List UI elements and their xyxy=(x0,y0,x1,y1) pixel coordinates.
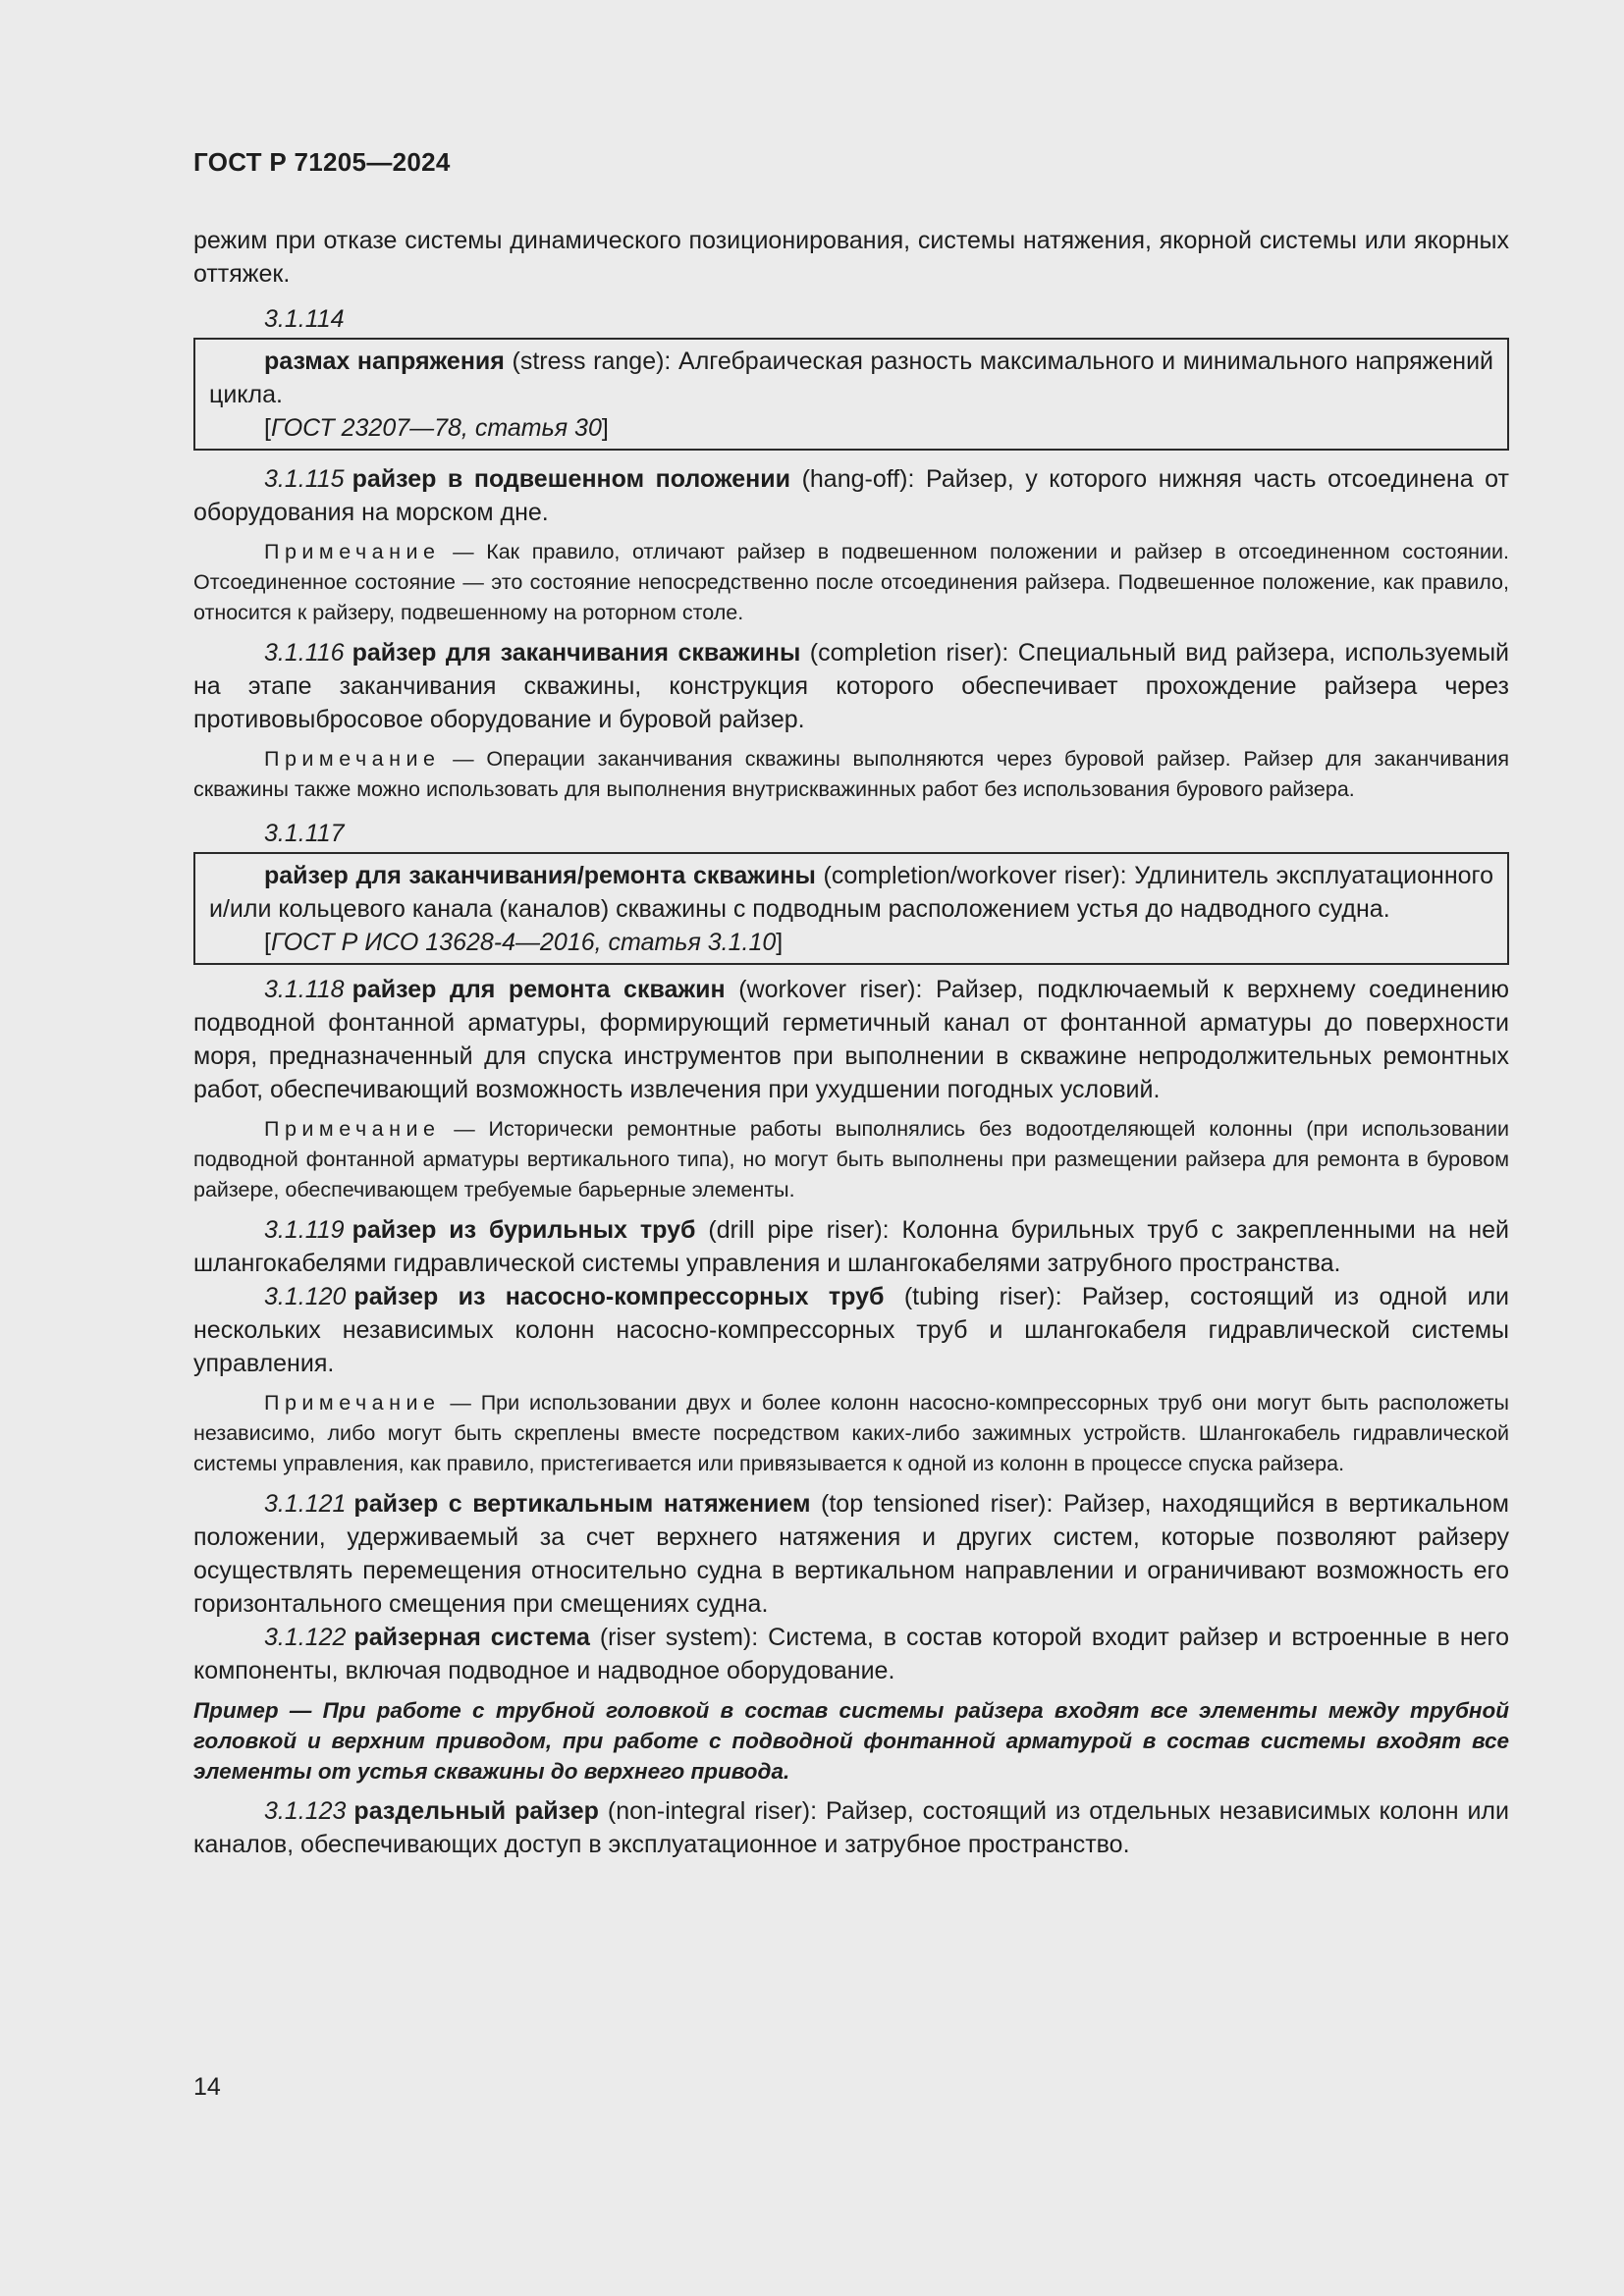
continuation-paragraph: режим при отказе системы динамического позиционирования, системы натяжения, якорной системы или якорных оттяжек. xyxy=(193,227,1509,288)
entry-number-114: 3.1.114 xyxy=(264,305,345,333)
quoted-definition-box-117 xyxy=(193,852,1509,965)
note-118: Примечание — Исторически ремонтные работы выполнялись без водоотделяющей колонны (при использовании подводной фонтанной арматуры вертикального типа), но могут быть выполнены при размещении райзера для ремонта в буровом райзере, обеспечивающем требуемые барьерные элементы. xyxy=(193,1117,1509,1201)
definition-121: 3.1.121 райзер с вертикальным натяжением (top tensioned riser): Райзер, находящийся в вертикальном положении, удерживаемый за счет верхнего натяжения и других систем, которые позволяют райзеру осуществлять перемещения относительно судна в вертикальном направлении и ограничивают возможность его горизонтального смещения при смещениях судна. xyxy=(193,1490,1509,1618)
term-118: райзер для ремонта скважин xyxy=(352,976,726,1003)
term-122: райзерная система xyxy=(353,1624,590,1651)
quoted-definition-box-114 xyxy=(193,338,1509,451)
source-reference-117: [ГОСТ Р ИСО 13628-4—2016, статья 3.1.10] xyxy=(264,929,784,956)
document-header: ГОСТ Р 71205—2024 xyxy=(193,147,451,177)
term-116: райзер для заканчивания скважины xyxy=(352,639,801,667)
term-119: райзер из бурильных труб xyxy=(352,1216,696,1244)
note-116: Примечание — Операции заканчивания скважины выполняются через буровой райзер. Райзер для заканчивания скважины также можно использовать для выполнения внутрискважинных работ без использования бурового райзера. xyxy=(193,747,1509,801)
source-reference-114: [ГОСТ 23207—78, статья 30] xyxy=(264,414,609,442)
page-number: 14 xyxy=(193,2073,221,2101)
example-122: Пример — При работе с трубной головкой в состав системы райзера входят все элементы между трубной головкой и верхним приводом, при работе с подводной фонтанной арматурой в состав системы входят все элементы от устья скважины до верхнего привода. xyxy=(193,1698,1509,1784)
term-120: райзер из насосно-компрессорных труб xyxy=(353,1283,885,1310)
note-120: Примечание — При использовании двух и более колонн насосно-компрессорных труб они могут быть расположеты независимо, либо могут быть скреплены вместе посредством каких-либо зажимных устройств. Шлангокабель гидравлической системы управления, как правило, пристегивается или привязывается к одной из колонн в процессе спуска райзера. xyxy=(193,1391,1509,1475)
term-123: раздельный райзер xyxy=(353,1797,599,1825)
definition-118: 3.1.118 райзер для ремонта скважин (workover riser): Райзер, подключаемый к верхнему соединению подводной фонтанной арматуры, формирующий герметичный канал от фонтанной арматуры до поверхности моря, предназначенный для спуска инструментов при выполнении в скважине непродолжительных ремонтных работ, обеспечивающий возможность извлечения при ухудшении погодных условий. xyxy=(193,976,1509,1103)
term-117: райзер для заканчивания/ремонта скважины xyxy=(264,862,816,889)
term-114: размах напряжения xyxy=(264,347,505,375)
definition-122: 3.1.122 райзерная система (riser system): Система, в состав которой входит райзер и встроенные в него компоненты, включая подводное и надводное оборудование. xyxy=(193,1624,1509,1684)
entry-number-117: 3.1.117 xyxy=(264,820,345,847)
definition-117: райзер для заканчивания/ремонта скважины (completion/workover riser): Удлинитель эксплуатационного и/или кольцевого канала (каналов) скважины с подводным расположением устья до надводного судна. xyxy=(209,862,1494,923)
definition-120: 3.1.120 райзер из насосно-компрессорных труб (tubing riser): Райзер, состоящий из одной или нескольких независимых колонн насосно-компрессорных труб и шлангокабеля гидравлической системы управления. xyxy=(193,1283,1509,1377)
note-115: Примечание — Как правило, отличают райзер в подвешенном положении и райзер в отсоединенном состоянии. Отсоединенное состояние — это состояние непосредственно после отсоединения райзера. Подвешенное положение, как правило, относится к райзеру, подвешенному на роторном столе. xyxy=(193,540,1509,624)
definition-123: 3.1.123 раздельный райзер (non-integral riser): Райзер, состоящий из отдельных независимых колонн или каналов, обеспечивающих доступ в эксплуатационное и затрубное пространство. xyxy=(193,1797,1509,1858)
definition-119: 3.1.119 райзер из бурильных труб (drill pipe riser): Колонна бурильных труб с закрепленными на ней шлангокабелями гидравлической системы управления и шлангокабелями затрубного пространства. xyxy=(193,1216,1509,1277)
page-body xyxy=(193,224,1509,1861)
definition-115: 3.1.115 райзер в подвешенном положении (hang-off): Райзер, у которого нижняя часть отсоединена от оборудования на морском дне. xyxy=(193,465,1509,526)
definition-116: 3.1.116 райзер для заканчивания скважины (completion riser): Специальный вид райзера, используемый на этапе заканчивания скважины, конструкция которого обеспечивает прохождение райзера через противовыбросовое оборудование и буровой райзер. xyxy=(193,639,1510,733)
definition-114: размах напряжения (stress range): Алгебраическая разность максимального и минимального напряжений цикла. xyxy=(209,347,1493,408)
term-121: райзер с вертикальным натяжением xyxy=(353,1490,811,1518)
term-115: райзер в подвешенном положении xyxy=(352,465,791,493)
